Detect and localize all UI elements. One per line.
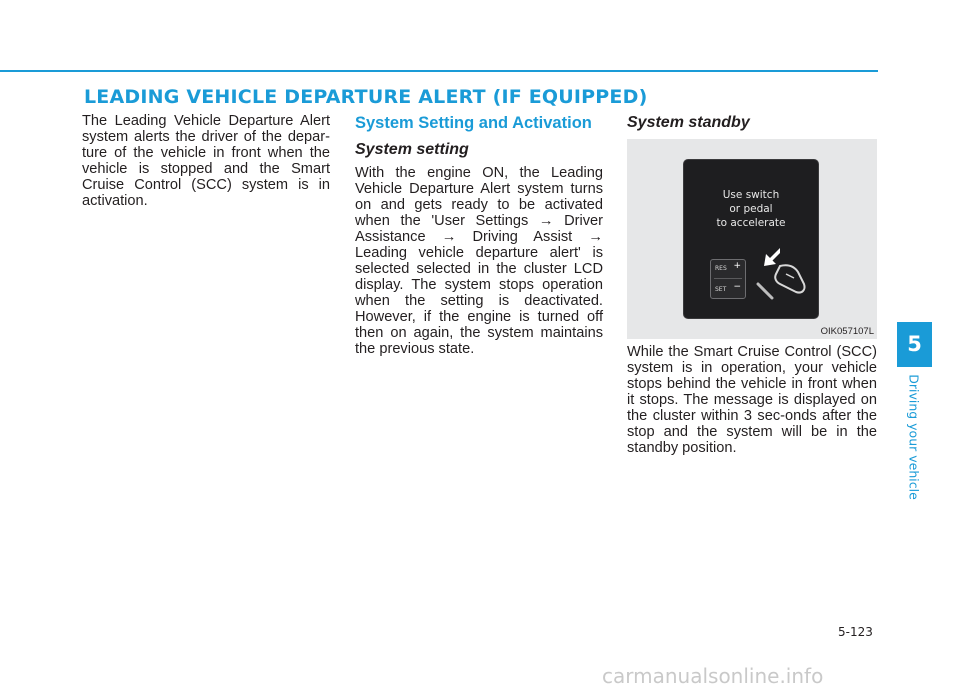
message-line-1: Use switch: [722, 189, 780, 201]
watermark: carmanualsonline.info: [602, 664, 824, 688]
switch-plus-sign: +: [733, 261, 741, 271]
switch-divider: [714, 278, 742, 279]
column-right: [627, 113, 877, 456]
cluster-display: [683, 159, 819, 319]
system-standby-subheading: System standby: [627, 114, 750, 131]
column-middle: [355, 113, 603, 357]
switch-set-label: SET: [715, 286, 727, 293]
cluster-figure: [627, 139, 877, 339]
res-set-switch-icon: [710, 259, 746, 299]
switch-minus-sign: −: [733, 282, 741, 292]
section-title: LEADING VEHICLE DEPARTURE ALERT (IF EQUIPPED): [84, 86, 648, 108]
column-left: [82, 113, 330, 209]
pedal-foot-icon: [750, 244, 812, 302]
system-setting-paragraph: With the engine ON, the Leading Vehicle Departure Alert system turns on and gets ready to be activated when the 'User Settings → Driver Assistance → Driving Assist → Leading vehicle departure alert' is selected selected in the cluster LCD display. The system stops operation when the setting is deactivated. However, if the engine is turned off then on again, the system maintains the previous state.: [355, 165, 603, 357]
figure-code: OIK057107L: [820, 326, 874, 337]
system-standby-paragraph: While the Smart Cruise Control (SCC) system is in operation, your vehicle stops behind the vehicle in front when it stops. The message is displayed on the cluster within 3 sec-onds after the stop and the system will be in the standby position.: [627, 344, 877, 456]
chapter-name: Driving your vehicle: [906, 374, 922, 500]
system-setting-subheading: System setting: [355, 141, 469, 158]
cluster-message: [684, 188, 818, 230]
system-setting-activation-heading: System Setting and Activation: [355, 114, 592, 132]
page-number: 5-123: [838, 625, 873, 639]
message-line-2: or pedal: [729, 203, 773, 215]
top-rule: [0, 70, 878, 72]
switch-res-label: RES: [715, 265, 727, 272]
message-line-3: to accelerate: [716, 217, 786, 229]
chapter-tab: 5: [897, 322, 932, 367]
intro-paragraph: The Leading Vehicle Departure Alert system alerts the driver of the depar-ture of the vehicle in front when the vehicle is stopped and the Smart Cruise Control (SCC) system is in activation.: [82, 113, 330, 209]
